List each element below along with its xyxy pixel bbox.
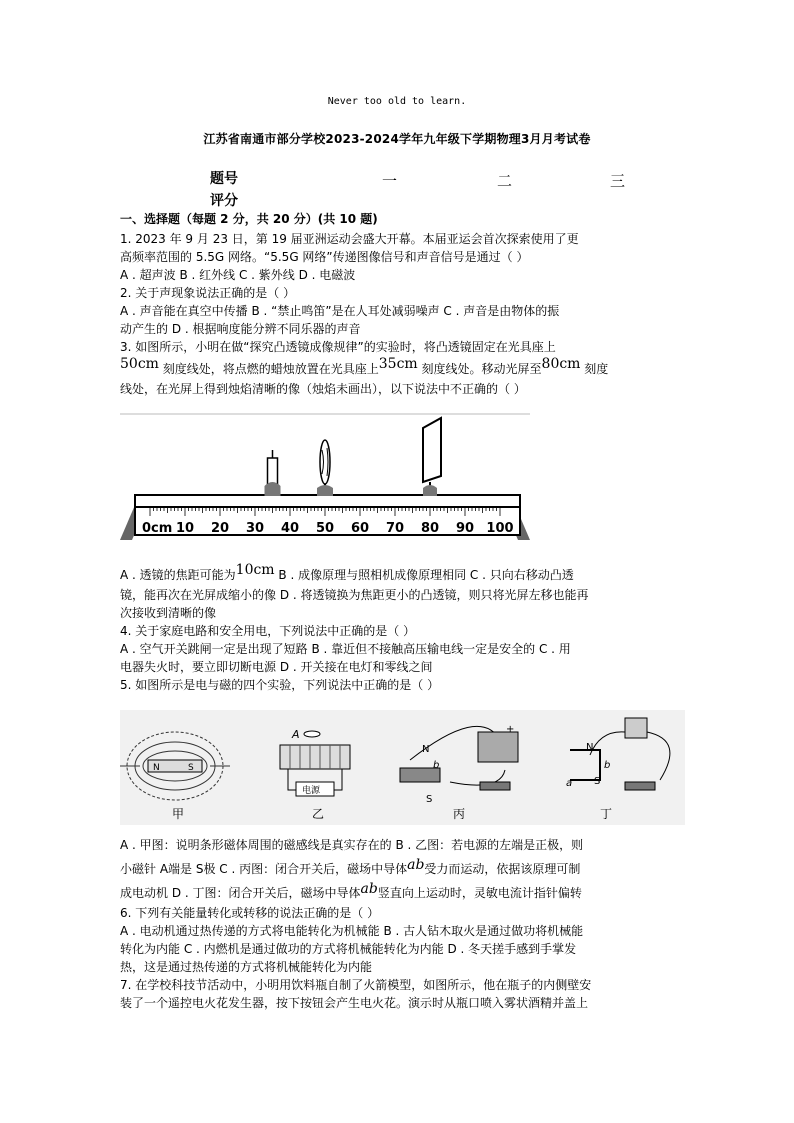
bench-tick-label: 100 <box>486 521 514 536</box>
bing-n-label: N <box>422 744 430 755</box>
q4-options-line1: A . 空气开关跳闸一定是出现了短路 B . 靠近但不接触高压输电线一定是安全的 C . 用 <box>120 642 571 656</box>
score-row-label-score: 评分 <box>210 193 238 209</box>
convex-lens <box>317 440 333 496</box>
jia-n-label: N <box>153 763 160 773</box>
ding-n-label: N <box>586 742 594 753</box>
figure-label-jia: 甲 <box>172 807 185 821</box>
q2-options-line1: A . 声音能在真空中传播 B . “禁止鸣笛”是在人耳处减弱噪声 C . 声音是由物体的振 <box>120 304 560 318</box>
bing-plus-label: + <box>506 724 515 735</box>
optical-bench-figure <box>120 410 530 550</box>
q3-stem-line2: 50cm 刻度线处，将点燃的蜡烛放置在光具座上35cm 刻度线处。移动光屏至80cm 刻度 <box>120 356 609 376</box>
light-screen <box>423 418 441 496</box>
q5-ab-1: ab <box>407 857 425 873</box>
q1-line1: 1. 2023 年 9 月 23 日，第 19 届亚洲运动会盛大开幕。本届亚运会首次探索使用了更 <box>120 232 579 246</box>
electromagnetism-figures <box>120 710 685 825</box>
score-column-3: 三 <box>610 172 626 190</box>
q4-stem: 4. 关于家庭电路和安全用电，下列说法中正确的是（ ） <box>120 624 416 638</box>
q4-options-line2: 电器失火时，要立即切断电源 D . 开关接在电灯和零线之间 <box>120 660 433 674</box>
q7-stem-line2: 装了一个遥控电火花发生器，按下按钮会产生电火花。演示时从瓶口喷入雾状酒精并盖上 <box>120 996 589 1010</box>
jia-s-label: S <box>188 763 194 773</box>
q2-options-line2: 动产生的 D . 根据响度能分辨不同乐器的声音 <box>120 322 361 336</box>
q3-stem-line3: 线处，在光屏上得到烛焰清晰的像（烛焰未画出），以下说法中不正确的（ ） <box>120 382 526 396</box>
q5-options-line3: 成电动机 D . 丁图：闭合开关后，磁场中导体ab竖直向上运动时，灵敏电流计指针偏转 <box>120 881 582 900</box>
q5-ab-2: ab <box>360 881 378 897</box>
ding-a-label: a <box>566 778 573 789</box>
yi-power-label: 电源 <box>302 786 321 796</box>
q6-options-line1: A . 电动机通过热传递的方式将电能转化为机械能 B . 古人钻木取火是通过做功将机械能 <box>120 924 584 938</box>
bing-s-label: S <box>426 794 433 805</box>
bench-tick-label: 40 <box>280 521 300 536</box>
q3-value-80cm: 80cm <box>541 356 581 372</box>
q5-stem: 5. 如图所示是电与磁的四个实验，下列说法中正确的是（ ） <box>120 678 440 692</box>
bench-tick-label: 70 <box>385 521 405 536</box>
exam-title: 江苏省南通市部分学校2023-2024学年九年级下学期物理3月月考试卷 <box>203 132 591 146</box>
q3-stem-line1: 3. 如图所示，小明在做“探究凸透镜成像规律”的实验时，将凸透镜固定在光具座上 <box>120 340 556 354</box>
ding-s-label: S <box>594 776 601 787</box>
q3-value-50cm: 50cm <box>120 356 159 372</box>
q6-stem: 6. 下列有关能量转化或转移的说法正确的是（ ） <box>120 906 380 920</box>
figure-label-ding: 丁 <box>600 807 613 821</box>
bench-tick-label: 10 <box>175 521 195 536</box>
q6-options-line3: 热，这是通过热传递的方式将机械能转化为内能 <box>120 960 373 974</box>
bench-tick-label: 60 <box>350 521 370 536</box>
q1-line2: 高频率范围的 5.5G 网络。“5.5G 网络”传递图像信号和声音信号是通过（ ） <box>120 250 529 264</box>
score-row-label-number: 题号 <box>210 171 238 187</box>
bench-tick-label: 90 <box>455 521 475 536</box>
yi-a-label: A <box>292 728 300 741</box>
figure-label-bing: 丙 <box>453 807 466 821</box>
q6-options-line2: 转化为内能 C . 内燃机是通过做功的方式将机械能转化为内能 D . 冬天搓手感到手掌发 <box>120 942 577 956</box>
q5-options-line1: A . 甲图：说明条形磁体周围的磁感线是真实存在的 B . 乙图：若电源的左端是正极，则 <box>120 838 584 852</box>
bench-tick-label: 30 <box>245 521 265 536</box>
header-motto: Never too old to learn. <box>327 96 467 107</box>
bench-tick-label: 80 <box>420 521 440 536</box>
q3-option-a: A . 透镜的焦距可能为10cm B . 成像原理与照相机成像原理相同 C . 只向右移动凸透 <box>120 562 574 582</box>
q5-options-line2: 小磁针 A端是 S极 C . 丙图：闭合开关后，磁场中导体ab受力而运动，依据该原理可制 <box>120 857 581 876</box>
q2-stem: 2. 关于声现象说法正确的是（ ） <box>120 286 296 300</box>
bench-tick-label: 50 <box>315 521 335 536</box>
q1-options: A . 超声波 B . 红外线 C . 紫外线 D . 电磁波 <box>120 268 356 282</box>
section-heading: 一、选择题（每题 2 分，共 20 分）(共 10 题) <box>120 212 378 226</box>
bench-rail <box>135 495 520 507</box>
q3-value-10cm: 10cm <box>235 562 275 578</box>
ding-b-label: b <box>604 760 611 771</box>
score-column-2: 二 <box>497 172 513 190</box>
candle <box>265 450 281 496</box>
figure-label-yi: 乙 <box>312 807 325 821</box>
bench-zero-label: 0cm <box>142 521 173 536</box>
q3-options-line2: 镜，能再次在光屏成缩小的像 D . 将透镜换为焦距更小的凸透镜，则只将光屏左移也能再 <box>120 588 589 602</box>
q7-stem-line1: 7. 在学校科技节活动中，小明用饮料瓶自制了火箭模型，如图所示，他在瓶子的内侧壁安 <box>120 978 592 992</box>
q3-value-35cm: 35cm <box>378 356 418 372</box>
bing-b-label: b <box>433 760 440 771</box>
score-column-1: 一 <box>382 172 398 190</box>
bench-tick-label: 20 <box>210 521 230 536</box>
q3-options-line3: 次接收到清晰的像 <box>120 606 217 620</box>
